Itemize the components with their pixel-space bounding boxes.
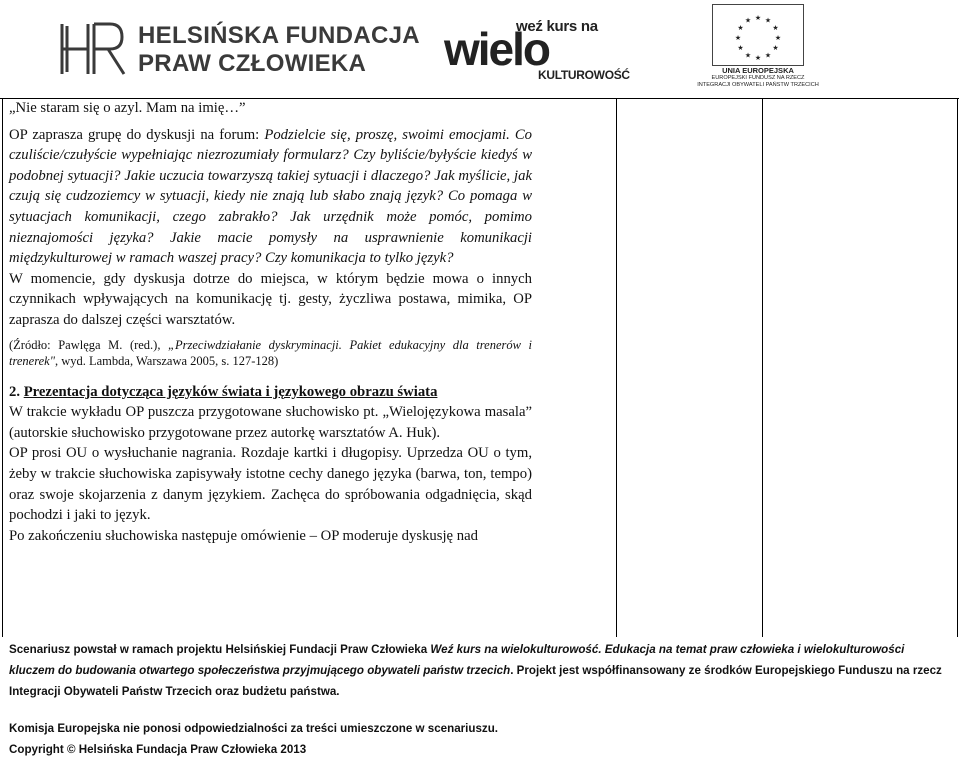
eu-flag-icon [712, 4, 804, 66]
svg-text:★: ★ [737, 24, 744, 32]
svg-text:★: ★ [754, 14, 762, 22]
source-publisher: , wyd. Lambda, Warszawa 2005, s. 127-128) [54, 354, 279, 369]
eu-caption [690, 66, 826, 89]
table-border-right [957, 98, 958, 637]
hfpc-logo [58, 18, 420, 80]
quote-title: „Nie staram się o azyl. Mam na imię…” [9, 100, 246, 116]
forum-intro: OP zaprasza grupę do dyskusji na forum: [9, 126, 265, 143]
scenario-table [0, 98, 959, 637]
svg-text:★: ★ [737, 44, 744, 52]
listening-paragraph: OP prosi OU o wysłuchanie nagrania. Rozdaje kartki i długopisy. Uprzedza OU o tym, żeby w trakcie słuchowiska zapisywały istotne cechy danego języka (barwa, ton, tempo) oraz swoje skojarzenia z danym językiem. Zachęca do spróbowania odgadnięcia, skąd pochodzi i jaki to język. [9, 445, 532, 524]
table-border-left [2, 98, 3, 637]
source-title: „Przeciwdziałanie dyskryminacji. Pakiet edukacyjny dla trenerów i trenerek" [9, 337, 532, 369]
footer-line2-a: kluczem do budowania otwartego społeczeństwa przyjmującego obywateli państw trzecich [9, 664, 511, 677]
svg-text:★: ★ [734, 34, 742, 42]
footer-line3: Integracji Obywateli Państw Trzecich oraz budżetu państwa. [9, 685, 340, 698]
wez-kurs-big-text: wielo [444, 23, 550, 75]
forum-questions: Podzielcie się, proszę, swoimi emocjami. Co czuliście/czułyście wypełniając niezrozumiały formularz? Czy byliście/byłyście kiedyś w podobnej sytuacji? Jakie uczucia towarzyszą takiej sytuacji i dlaczego? Jak myślicie, jak czują się cudzoziemcy w sytuacji, kiedy nie znają lub słabo znają język? Co pomaga w sytuacjach komunikacji, czego zabrakło? Jak urzędnik może pomóc, pomimo nieznajomości języka? Jakie macie pomysły na usprawnienie komunikacji międzykulturowej w ramach waszej pracy? Czy komunikacja to tylko język? [9, 126, 532, 267]
footer-line1-a: Scenariusz powstał w ramach projektu Helsińskiej Fundacji Praw Człowieka [9, 643, 431, 656]
source-citation [9, 337, 532, 370]
svg-text:★: ★ [774, 34, 782, 42]
svg-text:★: ★ [772, 24, 779, 32]
eu-caption-line1: UNIA EUROPEJSKA [722, 66, 794, 75]
svg-text:★: ★ [764, 51, 772, 60]
wez-kurs-logo [440, 18, 630, 84]
hfpc-name-line2: PRAW CZŁOWIEKA [138, 50, 367, 77]
footer-line2 [9, 660, 957, 681]
discussion-paragraph: Po zakończeniu słuchowiska następuje omówienie – OP moderuje dyskusję nad [9, 527, 478, 544]
svg-text:★: ★ [772, 44, 779, 52]
table-border-col3 [762, 98, 763, 637]
lecture-paragraph: W trakcie wykładu OP puszcza przygotowane słuchowisko pt. „Wielojęzykowa masala” (autorskie słuchowisko przygotowane przez autorkę warsztatów A. Huk). [9, 404, 532, 441]
forum-paragraph [9, 125, 532, 269]
footer-line1 [9, 639, 957, 660]
eu-caption-line2: EUROPEJSKI FUNDUSZ NA RZECZ [711, 75, 805, 81]
footer-disclaimer: Komisja Europejska nie ponosi odpowiedzialności za treści umieszczone w scenariuszu. [9, 722, 499, 735]
section-heading [9, 382, 532, 403]
footer-line1-b: Weź kurs na wielokulturowość. Edukacja na temat praw człowieka i wielokulturowości [430, 643, 905, 656]
hfpc-name-line1: HELSIŃSKA FUNDACJA [138, 22, 420, 49]
hfpc-monogram-icon [58, 20, 128, 78]
table-border-col2 [616, 98, 617, 637]
source-author: (Źródło: Pawlęga M. (red.), [9, 337, 169, 352]
svg-text:★: ★ [764, 16, 772, 25]
page-footer [9, 639, 957, 760]
section-number: 2. [9, 383, 24, 400]
svg-text:★: ★ [744, 51, 752, 60]
footer-copyright: Copyright © Helsińska Fundacja Praw Człowieka 2013 [9, 743, 307, 756]
continuation-paragraph: W momencie, gdy dyskusja dotrze do miejsca, w którym będzie mowa o innych czynnikach wpływających na komunikację tj. gesty, życzliwa postawa, mimika, OP zaprasza do dalszej części warsztatów. [9, 270, 532, 328]
footer-line2-b: . Projekt jest współfinansowany ze środków Europejskiego Funduszu na rzecz [510, 664, 942, 677]
wez-kurs-sub-text: KULTUROWOŚĆ [538, 68, 630, 82]
svg-text:★: ★ [744, 16, 752, 25]
eu-caption-line3: INTEGRACJI OBYWATELI PAŃSTW TRZECICH [697, 82, 819, 88]
wez-kurs-top-text: weź kurs na [516, 18, 598, 35]
section-title: Prezentacja dotycząca języków świata i językowego obrazu świata [23, 383, 438, 400]
table-cell-description [9, 98, 532, 546]
svg-text:★: ★ [754, 54, 762, 62]
